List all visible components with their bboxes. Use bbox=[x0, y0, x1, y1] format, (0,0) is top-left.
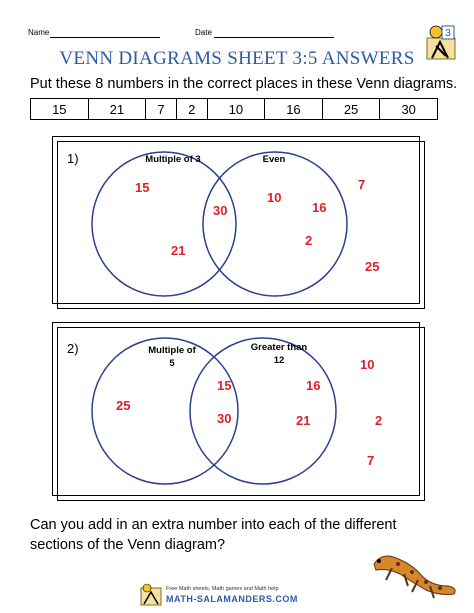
answer-only-b: 10 bbox=[267, 190, 282, 205]
set-b-label-line: 12 bbox=[273, 355, 285, 366]
answer-both: 15 bbox=[217, 378, 232, 393]
set-a-label-line: Multiple of bbox=[148, 345, 196, 356]
circle-set-b bbox=[203, 152, 347, 296]
answer-outside: 10 bbox=[360, 357, 375, 372]
venn-circles-1 bbox=[53, 137, 419, 303]
grade-badge-number: 3 bbox=[445, 28, 451, 39]
set-b-label bbox=[239, 341, 319, 367]
diagram-number: 1) bbox=[67, 151, 79, 166]
answer-both: 30 bbox=[217, 411, 232, 426]
number-cell: 15 bbox=[31, 99, 89, 120]
name-line bbox=[50, 37, 160, 38]
set-a-label-line: 5 bbox=[169, 358, 175, 369]
number-cell: 21 bbox=[88, 99, 146, 120]
set-a-label: Multiple of 3 bbox=[145, 154, 201, 165]
answer-only-b: 2 bbox=[305, 233, 313, 248]
number-cell: 7 bbox=[146, 99, 177, 120]
set-b-label-line: Greater than bbox=[250, 342, 308, 353]
answer-outside: 7 bbox=[358, 177, 366, 192]
footer-tagline: Free Math sheets, Math games and Math help bbox=[166, 586, 279, 592]
set-a-label bbox=[137, 344, 207, 370]
number-cell: 30 bbox=[380, 99, 438, 120]
answer-only-b: 16 bbox=[312, 200, 327, 215]
footer-logo-icon bbox=[140, 582, 162, 606]
answer-only-b: 21 bbox=[296, 413, 311, 428]
number-cell: 25 bbox=[322, 99, 380, 120]
date-label: Date bbox=[195, 28, 212, 37]
answer-outside: 7 bbox=[367, 453, 375, 468]
answer-only-a: 21 bbox=[171, 243, 186, 258]
answer-both: 30 bbox=[213, 203, 228, 218]
footer-brand: MATH-SALAMANDERS.COM bbox=[166, 594, 298, 604]
page-title: VENN DIAGRAMS SHEET 3:5 ANSWERS bbox=[59, 48, 415, 69]
number-list bbox=[30, 98, 438, 120]
answer-outside: 2 bbox=[375, 413, 383, 428]
number-cell: 16 bbox=[265, 99, 323, 120]
diagram-number: 2) bbox=[67, 341, 79, 356]
answer-only-b: 16 bbox=[306, 378, 321, 393]
name-label: Name bbox=[28, 28, 50, 37]
date-line bbox=[214, 37, 334, 38]
extension-question: Can you add in an extra number into each of the different sections of the Venn diagram? bbox=[30, 517, 397, 553]
footer-logo bbox=[140, 580, 340, 610]
instructions: Put these 8 numbers in the correct places in these Venn diagrams. bbox=[30, 76, 458, 92]
venn-diagram-2 bbox=[52, 322, 420, 496]
venn-diagram-1 bbox=[52, 136, 420, 304]
answer-only-a: 25 bbox=[116, 398, 131, 413]
salamander-illustration bbox=[368, 546, 460, 602]
number-cell: 10 bbox=[207, 99, 265, 120]
circle-set-a bbox=[92, 152, 236, 296]
set-b-label: Even bbox=[262, 154, 286, 165]
answer-only-a: 15 bbox=[135, 180, 150, 195]
number-cell: 2 bbox=[176, 99, 207, 120]
venn-circles-2 bbox=[53, 323, 419, 495]
answer-outside: 25 bbox=[365, 259, 380, 274]
